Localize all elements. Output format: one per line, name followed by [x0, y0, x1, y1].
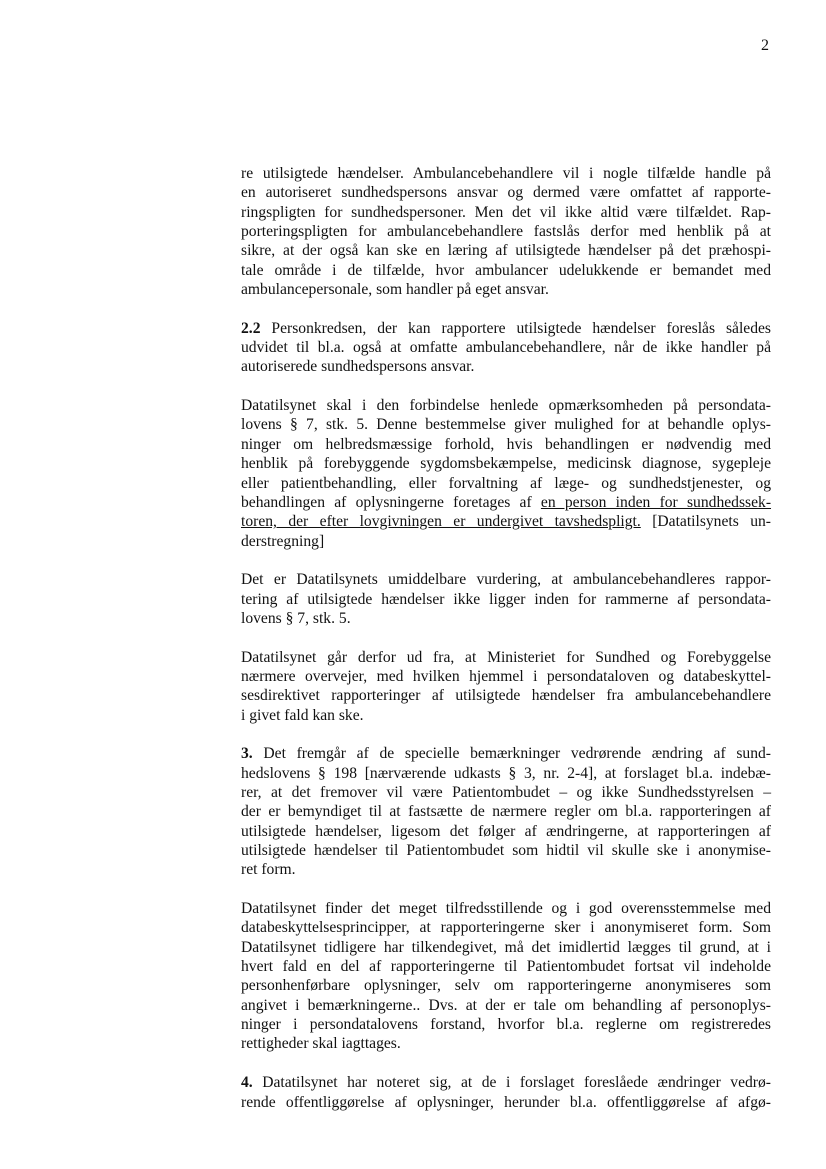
text-segment: nærmere overvejer, med hvilken hjemmel i persondataloven og databeskyttel-	[241, 667, 771, 685]
text-segment: Datatilsynet tidligere har tilkendegivet, må det imidlertid lægges til grund, at i	[241, 938, 771, 956]
text-line	[241, 203, 771, 222]
text-line	[241, 338, 771, 357]
text-segment: eller patientbehandling, eller forvaltning af læge- og sundhedstjenester, og	[241, 474, 771, 492]
text-line	[241, 241, 771, 260]
text-line	[241, 1034, 771, 1053]
text-segment: sesdirektivet rapporteringer af utilsigtede hændelser fra ambulancebehandlere	[241, 687, 771, 705]
text-segment: Datatilsynet finder det meget tilfredsstillende og i god overensstemmelse med	[241, 900, 771, 918]
text-line	[241, 860, 771, 879]
text-line	[241, 686, 771, 705]
text-line	[241, 996, 771, 1015]
text-segment: rende offentliggørelse af oplysninger, herunder bl.a. offentliggørelse af afgø-	[241, 1093, 771, 1111]
text-line	[241, 918, 771, 937]
text-line	[241, 570, 771, 589]
text-segment: behandlingen af oplysningerne foretages af	[241, 493, 541, 511]
text-segment: Datatilsynet har noteret sig, at de i forslaget foreslåede ændringer vedrø-	[252, 1074, 771, 1092]
text-segment: ninger om helbredsmæssige forhold, hvis behandlingen er nødvendig med	[241, 435, 771, 453]
text-line	[241, 899, 771, 918]
text-line	[241, 1073, 771, 1092]
text-line	[241, 319, 771, 338]
text-segment: derstregning]	[241, 532, 325, 550]
text-segment: der er bemyndiget til at fastsætte de nærmere regler om bl.a. rapporteringen af	[241, 803, 771, 821]
paragraph	[241, 899, 771, 1054]
text-segment: rettigheder skal iagttages.	[241, 1035, 401, 1053]
paragraph	[241, 164, 771, 299]
paragraph	[241, 319, 771, 377]
text-line	[241, 415, 771, 434]
text-segment: sikre, at der også kan ske en læring af utilsigtede hændelser på det præhospi-	[241, 242, 771, 260]
text-segment: Datatilsynet går derfor ud fra, at Ministeriet for Sundhed og Forebyggelse	[241, 648, 771, 666]
section-number: 3.	[241, 745, 253, 763]
underlined-text: en person inden for sundhedssek-	[540, 493, 772, 511]
page-number: 2	[761, 37, 769, 54]
text-line	[241, 493, 771, 512]
text-segment: en autoriseret sundhedspersons ansvar og dermed være omfattet af rapporte-	[241, 184, 771, 202]
text-segment: Datatilsynet skal i den forbindelse henlede opmærksomheden på persondata-	[241, 397, 771, 415]
text-segment: Personkredsen, der kan rapportere utilsigtede hændelser foreslås således	[260, 319, 771, 337]
text-segment: ret form.	[241, 861, 296, 879]
text-segment: databeskyttelsesprincipper, at rapporteringerne sker i anonymiseret form. Som	[241, 919, 771, 937]
text-line	[241, 454, 771, 473]
text-segment: rer, at det fremover vil være Patientombudet – og ikke Sundhedsstyrelsen –	[241, 784, 771, 801]
text-line	[241, 706, 771, 725]
text-segment: tering af utilsigtede hændelser ikke ligger inden for rammerne af persondata-	[241, 590, 771, 608]
text-segment: tale område i de tilfælde, hvor ambulancer udelukkende er bemandet med	[241, 261, 771, 279]
text-segment: henblik på forebyggende sygdomsbekæmpelse, medicinsk diagnose, sygepleje	[241, 455, 771, 473]
text-segment: personhenførbare oplysninger, selv om rapporteringerne anonymiseres som	[241, 977, 771, 995]
text-segment: Det er Datatilsynets umiddelbare vurdering, at ambulancebehandleres rappor-	[241, 571, 771, 589]
text-line	[241, 280, 771, 299]
body-text	[241, 164, 771, 1112]
text-line	[241, 261, 771, 280]
text-line	[241, 764, 771, 783]
text-line	[241, 609, 771, 628]
text-segment: utilsigtede hændelser til Patientombudet som hidtil vil skulle ske i anonymise-	[241, 842, 771, 860]
text-line	[241, 648, 771, 667]
text-line	[241, 164, 771, 183]
text-line	[241, 435, 771, 454]
text-segment: porteringspligten for ambulancebehandlere fastslås derfor med henblik på at	[241, 223, 771, 241]
text-line	[241, 357, 771, 376]
text-line	[241, 802, 771, 821]
text-segment: hedslovens § 198 [nærværende udkasts § 3, nr. 2-4], at forslaget bl.a. indebæ-	[241, 764, 771, 782]
paragraph	[241, 570, 771, 628]
paragraph	[241, 1073, 771, 1112]
text-segment: lovens § 7, stk. 5. Denne bestemmelse giver mulighed for at behandle oplys-	[241, 416, 771, 434]
text-line	[241, 976, 771, 995]
text-segment: re utilsigtede hændelser. Ambulancebehandlere vil i nogle tilfælde handle på	[241, 165, 771, 182]
text-line	[241, 1015, 771, 1034]
text-segment: ambulancepersonale, som handler på eget ansvar.	[241, 281, 549, 299]
paragraph	[241, 396, 771, 551]
text-line	[241, 532, 771, 551]
text-segment: ringspligten for sundhedspersoner. Men det vil ikke altid være tilfældet. Rap-	[241, 203, 771, 221]
text-line	[241, 512, 771, 531]
text-line	[241, 841, 771, 860]
text-line	[241, 783, 771, 802]
text-segment: Det fremgår af de specielle bemærkninger vedrørende ændring af sund-	[252, 745, 771, 763]
section-number: 4.	[241, 1074, 253, 1092]
text-line	[241, 667, 771, 686]
text-line	[241, 957, 771, 976]
text-segment: utilsigtede hændelser, ligesom det følger af ændringerne, at rapporteringen af	[241, 822, 771, 840]
text-segment: [Datatilsynets un-	[640, 513, 771, 531]
text-segment: i givet fald kan ske.	[241, 706, 364, 724]
text-segment: udvidet til bl.a. også at omfatte ambulancebehandlere, når de ikke handler på	[241, 339, 771, 357]
text-segment: angivet i bemærkningerne.. Dvs. at der er tale om behandling af personoplys-	[241, 996, 771, 1014]
section-number: 2.2	[241, 319, 261, 337]
text-segment: hvert fald en del af rapporteringerne til Patientombudet fortsat vil indeholde	[241, 958, 771, 976]
text-line	[241, 183, 771, 202]
paragraph	[241, 648, 771, 725]
text-line	[241, 938, 771, 957]
text-line	[241, 396, 771, 415]
text-segment: ninger i persondatalovens forstand, hvorfor bl.a. reglerne om registreredes	[241, 1016, 771, 1034]
text-line	[241, 744, 771, 763]
text-line	[241, 222, 771, 241]
text-line	[241, 474, 771, 493]
underlined-text: toren, der efter lovgivningen er undergivet tavshedspligt.	[241, 513, 641, 531]
text-segment: autoriserede sundhedspersons ansvar.	[241, 358, 475, 376]
text-segment: lovens § 7, stk. 5.	[241, 609, 351, 627]
text-line	[241, 822, 771, 841]
text-line	[241, 1093, 771, 1112]
paragraph	[241, 744, 771, 879]
text-line	[241, 590, 771, 609]
